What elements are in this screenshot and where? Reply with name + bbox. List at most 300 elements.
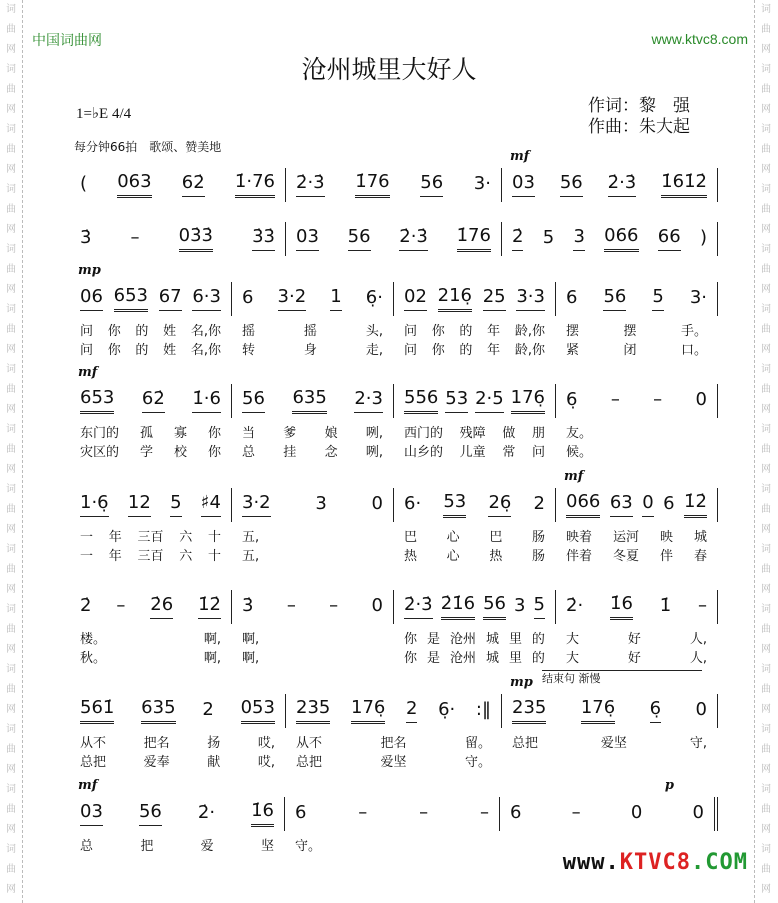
lyric-line — [566, 632, 707, 648]
note-group: 6̣ — [650, 699, 661, 723]
note-group: 2·3 — [354, 389, 383, 413]
note-group: 653 — [80, 388, 114, 414]
watermark-char: 词 — [6, 724, 16, 735]
lyric-word: 你 — [207, 426, 221, 441]
dynamic-marking: mf — [510, 149, 530, 164]
lyric-word: 献 — [207, 755, 221, 770]
note-group: – — [419, 801, 429, 823]
note-group: – — [697, 594, 707, 616]
lyric-word: 从不 — [296, 736, 323, 751]
lyric-word: 孤 — [139, 426, 153, 441]
lyric-word: 娘 — [324, 426, 338, 441]
measure — [500, 778, 718, 831]
measure — [394, 282, 556, 358]
score-system — [70, 672, 718, 770]
notes-row — [242, 590, 383, 624]
lyric-word: 总把 — [296, 755, 323, 770]
lyric-word: 城 — [485, 632, 499, 647]
lyric-line — [512, 736, 707, 752]
lyric-word: 的 — [531, 632, 545, 647]
dynamic-marking: mf — [78, 365, 98, 380]
note-group: – — [358, 801, 368, 823]
lyric-line — [80, 530, 221, 546]
measure — [556, 384, 718, 460]
lyric-line — [242, 343, 383, 359]
lyric-line — [80, 549, 221, 565]
note-group: 56 — [603, 287, 626, 311]
watermark-char: 曲 — [6, 804, 16, 815]
note-group: ) — [699, 226, 707, 248]
lyric-word: 城 — [693, 530, 707, 545]
watermark-char: 曲 — [761, 864, 771, 875]
note-group: 2̇1̇6 — [441, 594, 475, 620]
lyric-word: 扬 — [207, 736, 221, 751]
watermark-char: 网 — [761, 44, 771, 55]
watermark-char: 曲 — [6, 684, 16, 695]
note-group: 53 — [445, 389, 468, 413]
lyric-word: 把 — [140, 839, 154, 854]
note-group: 03 — [512, 173, 535, 197]
watermark-char: 曲 — [761, 684, 771, 695]
note-group: – — [479, 801, 489, 823]
notes-row — [512, 694, 707, 728]
lyric-word: 爱 — [200, 839, 214, 854]
lyric-word: 沧州 — [449, 632, 476, 647]
watermark-char: 曲 — [6, 504, 16, 515]
note-group: 635 — [292, 388, 326, 414]
lyric-word: 总 — [242, 445, 256, 460]
lyric-word: 姓 — [163, 324, 177, 339]
lyric-word: 是 — [426, 651, 440, 666]
lyric-word: 年 — [108, 549, 122, 564]
lyric-word: 留。 — [464, 736, 491, 751]
watermark-char: 词 — [6, 664, 16, 675]
note-group: 0 — [371, 492, 383, 514]
lyric-word: 哎, — [257, 755, 275, 770]
lyric-word: 人, — [689, 651, 707, 666]
watermark-char: 网 — [761, 464, 771, 475]
watermark-char: 网 — [6, 404, 16, 415]
lyric-word: 十 — [207, 530, 221, 545]
measure — [502, 222, 718, 256]
watermark-char: 曲 — [761, 804, 771, 815]
note-group: 2̇·3̇ — [399, 227, 428, 251]
note-group: 25 — [483, 287, 506, 311]
watermark-char: 曲 — [6, 24, 16, 35]
lyric-word: 年 — [487, 324, 501, 339]
lyric-word: 热 — [489, 549, 503, 564]
lyric-word: 灾区的 — [80, 445, 120, 460]
lyric-line — [80, 632, 221, 648]
lyric-word: 问 — [404, 343, 418, 358]
watermark-char: 曲 — [6, 624, 16, 635]
note-group: 3̇3̇ — [252, 227, 275, 251]
note-group: 6̣· — [365, 286, 383, 308]
watermark-char: 曲 — [6, 384, 16, 395]
lyric-word: 映 — [659, 530, 673, 545]
lyric-word: 一 — [80, 549, 94, 564]
note-group: – — [610, 388, 620, 410]
lyric-line — [242, 530, 383, 546]
watermark-char: 词 — [761, 664, 771, 675]
song-title: 沧州城里大好人 — [301, 55, 477, 84]
watermark-char: 网 — [6, 164, 16, 175]
watermark-char: 网 — [6, 584, 16, 595]
watermark-char: 网 — [6, 464, 16, 475]
measure — [70, 222, 286, 256]
site-name: 中国词曲网 — [32, 33, 102, 49]
note-group: – — [286, 594, 296, 616]
measure — [556, 469, 718, 564]
note-group: 5 — [542, 226, 555, 248]
lyric-line — [80, 343, 221, 359]
lyric-word: 十 — [207, 549, 221, 564]
note-group: 216̣ — [438, 286, 472, 312]
lyric-word: 你 — [404, 632, 418, 647]
notes-row — [296, 168, 491, 202]
lyric-line — [404, 530, 545, 546]
watermark-char: 曲 — [761, 264, 771, 275]
note-group: 3·3 — [516, 287, 545, 311]
note-group: 02 — [404, 287, 427, 311]
watermark-char: 词 — [761, 424, 771, 435]
note-group: 176̣ — [511, 388, 545, 414]
note-group: 3· — [689, 286, 707, 308]
note-group: 0 — [371, 594, 383, 616]
notes-row — [80, 590, 221, 624]
watermark-char: 词 — [761, 484, 771, 495]
note-group: 176̣ — [351, 698, 385, 724]
lyric-line — [80, 755, 275, 771]
lyric-word: 三百 — [137, 530, 164, 545]
lyric-word: 哎, — [257, 736, 275, 751]
note-group: 066 — [604, 226, 638, 252]
lyric-word: 做 — [502, 426, 516, 441]
watermark-char: 网 — [761, 344, 771, 355]
measure — [70, 694, 286, 770]
lyric-line — [404, 324, 545, 340]
measure — [502, 149, 718, 202]
note-group: 6 — [295, 801, 307, 823]
lyric-word: 运河 — [612, 530, 639, 545]
lyric-word: 总把 — [80, 755, 107, 770]
lyric-word: 问 — [80, 343, 94, 358]
watermark-char: 词 — [6, 4, 16, 15]
watermark-char: 词 — [761, 844, 771, 855]
lyric-word: 大 — [566, 632, 580, 647]
lyric-word: 总把 — [512, 736, 539, 751]
note-group: 62̇ — [142, 389, 165, 413]
lyric-word: 大 — [566, 651, 580, 666]
notes-row — [80, 222, 275, 256]
note-group: 0 — [695, 698, 707, 720]
lyric-word: 山乡的 — [404, 445, 444, 460]
lyric-word: 守, — [689, 736, 707, 751]
lyric-word: 把名 — [380, 736, 407, 751]
score-system — [70, 365, 718, 460]
credits — [588, 96, 690, 138]
lyric-line — [566, 530, 707, 546]
notes-row — [566, 384, 707, 418]
lyric-word: 肠 — [531, 549, 545, 564]
lyric-word: 啊, — [203, 651, 221, 666]
note-group: 2 — [406, 699, 417, 723]
note-group: 0 — [630, 801, 643, 823]
watermark-char: 网 — [761, 824, 771, 835]
tempo-marking: 每分钟66拍 歌颂、赞美地 — [74, 140, 222, 154]
note-group: 5 — [534, 595, 545, 619]
watermark-char: 网 — [6, 764, 16, 775]
lyric-word: 咧, — [365, 426, 383, 441]
lyric-word: 好 — [627, 632, 641, 647]
note-group: 1 — [330, 287, 341, 311]
lyric-word: 龄,你 — [514, 343, 545, 358]
notes-row — [80, 797, 274, 831]
dynamic-marking: p — [664, 778, 674, 793]
note-group: 3 — [514, 594, 526, 616]
lyric-word: 摇 — [242, 324, 256, 339]
note-group: 3·2 — [278, 287, 307, 311]
watermark-char: 词 — [761, 64, 771, 75]
note-group: 2 — [533, 492, 545, 514]
lyric-word: 口。 — [680, 343, 707, 358]
watermark-char: 网 — [6, 44, 16, 55]
lyric-word: 坚 — [260, 839, 274, 854]
lyric-word: 啊, — [203, 632, 221, 647]
lyric-word: 当 — [242, 426, 256, 441]
watermark-char: 曲 — [761, 624, 771, 635]
lyric-word: 念 — [324, 445, 338, 460]
lyric-word: 总 — [80, 839, 94, 854]
watermark-char: 曲 — [6, 84, 16, 95]
lyric-word: 你 — [431, 324, 445, 339]
lyric-word: 学 — [139, 445, 153, 460]
lyric-word: 常 — [502, 445, 516, 460]
watermark-char: 词 — [761, 184, 771, 195]
watermark-char: 网 — [761, 644, 771, 655]
lyric-word: 的 — [459, 343, 473, 358]
measure — [70, 168, 286, 202]
watermark-char: 曲 — [6, 324, 16, 335]
note-group: 3·2 — [242, 493, 271, 517]
watermark-char: 词 — [761, 364, 771, 375]
lyric-line — [242, 445, 383, 461]
lyric-word: 你 — [107, 343, 121, 358]
lyric-line — [242, 549, 383, 565]
note-group: :‖ — [475, 698, 491, 720]
lyric-word: 沧州 — [449, 651, 476, 666]
notes-row — [296, 694, 491, 728]
note-group: 3 — [315, 492, 327, 514]
lyric-word: 闭 — [623, 343, 637, 358]
note-group: 56 — [139, 802, 162, 826]
watermark-char: 网 — [6, 524, 16, 535]
note-group: 2̇6 — [150, 595, 173, 619]
lyric-word: 人, — [689, 632, 707, 647]
notes-row — [566, 488, 707, 522]
watermark-char: 词 — [6, 604, 16, 615]
note-group: 1̇2̇ — [198, 595, 221, 619]
lyric-word: 摇 — [303, 324, 317, 339]
lyric-word: 五, — [242, 530, 260, 545]
note-group: 3̇ — [80, 226, 92, 248]
note-group: 03̇3̇ — [179, 226, 213, 252]
lyric-word: 咧, — [365, 445, 383, 460]
watermark-char: 词 — [761, 724, 771, 735]
lyric-line — [242, 651, 383, 667]
note-group: 6̣· — [438, 698, 456, 720]
watermark-char: 曲 — [761, 84, 771, 95]
measure — [394, 590, 556, 666]
note-group: 56 — [483, 594, 506, 620]
note-group: 26̣ — [488, 493, 511, 517]
watermark-char: 词 — [761, 244, 771, 255]
lyric-word: 走, — [365, 343, 383, 358]
notes-row — [242, 488, 383, 522]
watermark-char: 网 — [6, 284, 16, 295]
watermark-char: 网 — [761, 164, 771, 175]
note-group: 176̣ — [581, 698, 615, 724]
lyric-word: 六 — [179, 530, 193, 545]
notes-row — [512, 168, 707, 202]
watermark-char: 曲 — [761, 744, 771, 755]
measure — [70, 590, 232, 666]
measure — [394, 488, 556, 564]
lyric-word: 候。 — [566, 445, 593, 460]
measure — [70, 365, 232, 460]
note-group: 56 — [348, 227, 371, 251]
lyric-line — [566, 549, 707, 565]
lyric-line — [242, 324, 383, 340]
note-group: 1̇76 — [355, 172, 389, 198]
lyric-line — [566, 651, 707, 667]
lyric-line — [80, 839, 274, 855]
notes-row — [295, 797, 489, 831]
note-group: 235 — [296, 698, 330, 724]
lyric-word: 把名 — [143, 736, 170, 751]
note-group: 03 — [296, 227, 319, 251]
lyric-word: 转 — [242, 343, 256, 358]
note-group: 53 — [443, 492, 466, 518]
score-system — [70, 149, 718, 202]
watermark-char: 曲 — [761, 24, 771, 35]
lyric-word: 好 — [627, 651, 641, 666]
note-group: 2̇·3̇ — [404, 595, 433, 619]
lyric-word: 爹 — [283, 426, 297, 441]
note-group: 6 — [510, 801, 522, 823]
note-group: 235 — [512, 698, 546, 724]
lyric-word: 的 — [459, 324, 473, 339]
lyric-word: 紧 — [566, 343, 580, 358]
watermark-char: 网 — [6, 704, 16, 715]
note-group: 6̣ — [566, 388, 578, 410]
note-group: 2 — [202, 698, 214, 720]
watermark-char: 网 — [761, 524, 771, 535]
notes-row — [566, 590, 707, 624]
watermark-char: 词 — [6, 244, 16, 255]
score-system — [70, 263, 718, 358]
lyric-line — [404, 651, 545, 667]
measure — [285, 797, 500, 854]
watermark-char: 曲 — [6, 264, 16, 275]
lyric-word: 西门的 — [404, 426, 444, 441]
lyric-word: 爱坚 — [600, 736, 627, 751]
watermark-char: 词 — [6, 484, 16, 495]
notes-row — [404, 384, 545, 418]
measure — [286, 222, 502, 256]
notes-row — [80, 282, 221, 316]
note-group: 12 — [128, 493, 151, 517]
note-group: 66 — [658, 227, 681, 251]
watermark-char: 词 — [6, 544, 16, 555]
lyric-word: 朋 — [531, 426, 545, 441]
measure — [232, 488, 394, 564]
lyric-word: 楼。 — [80, 632, 107, 647]
lyricist: 作词：黎 强 — [588, 96, 690, 116]
watermark-char: 词 — [761, 544, 771, 555]
note-group: 1̇6 — [251, 801, 274, 827]
lyric-line — [296, 736, 491, 752]
watermark-char: 曲 — [761, 564, 771, 575]
lyric-line — [404, 549, 545, 565]
note-group: 6 — [242, 286, 254, 308]
watermark-char: 曲 — [6, 864, 16, 875]
note-group: 63 — [610, 493, 633, 517]
note-group: 3· — [473, 172, 491, 194]
note-group: – — [329, 594, 339, 616]
note-group: 2̇·3̇ — [608, 173, 637, 197]
lyric-word: 爱奉 — [143, 755, 170, 770]
watermark-char: 网 — [761, 584, 771, 595]
watermark-char: 网 — [761, 704, 771, 715]
watermark-char: 词 — [6, 124, 16, 135]
lyric-word: 问 — [531, 445, 545, 460]
lyric-line — [404, 426, 545, 442]
note-group: 1·6̣ — [80, 493, 109, 517]
watermark-char: 词 — [6, 304, 16, 315]
lyric-line — [295, 839, 489, 855]
lyric-word: 伴 — [659, 549, 673, 564]
watermark-char: 网 — [6, 884, 16, 895]
lyric-line — [296, 755, 491, 771]
notes-row — [296, 222, 491, 256]
note-group: 5 — [652, 287, 663, 311]
note-group: 06 — [80, 287, 103, 311]
lyric-word: 城 — [485, 651, 499, 666]
lyric-line — [80, 426, 221, 442]
note-group: 67 — [159, 287, 182, 311]
lyric-word: 的 — [135, 343, 149, 358]
note-group: ( — [80, 172, 88, 194]
lyric-line — [242, 426, 383, 442]
lyric-line — [242, 632, 383, 648]
watermark-char: 曲 — [761, 324, 771, 335]
lyric-word: 名,你 — [190, 343, 221, 358]
note-group: – — [653, 388, 663, 410]
note-group: 2̇ — [512, 227, 523, 251]
watermark-char: 曲 — [761, 444, 771, 455]
measure — [232, 384, 394, 460]
lyric-line — [80, 651, 221, 667]
lyric-word: 里 — [508, 651, 522, 666]
lyric-line — [566, 445, 707, 461]
lyric-word: 头, — [365, 324, 383, 339]
lyric-word: 守。 — [464, 755, 491, 770]
note-group: 3 — [573, 227, 584, 251]
lyric-word: 三百 — [137, 549, 164, 564]
notes-row — [512, 222, 707, 256]
lyric-word: 寡 — [173, 426, 187, 441]
